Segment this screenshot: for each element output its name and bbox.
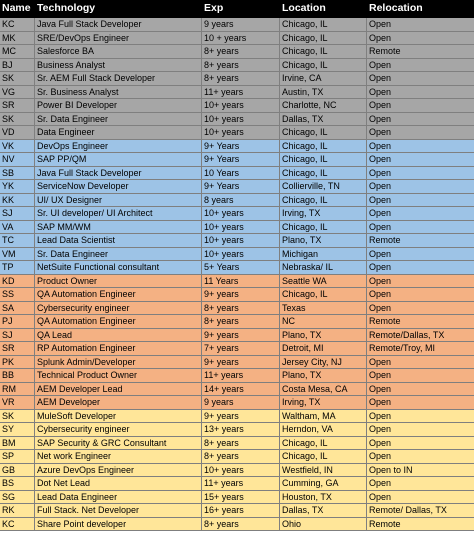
cell-exp: 10+ years: [202, 207, 280, 221]
cell-name: SR: [0, 99, 35, 113]
table-row: [0, 113, 474, 126]
table-row: [0, 261, 474, 275]
table-row: [0, 369, 474, 383]
table-row: [0, 410, 474, 423]
cell-technology: MuleSoft Developer: [35, 410, 202, 423]
cell-relocation: Open: [367, 423, 474, 437]
cell-exp: 10 + years: [202, 32, 280, 45]
table-row: [0, 342, 474, 356]
cell-exp: 13+ years: [202, 423, 280, 437]
table-row: [0, 491, 474, 504]
cell-relocation: Open: [367, 194, 474, 207]
cell-location: NC: [280, 315, 367, 329]
cell-name: SA: [0, 302, 35, 315]
cell-relocation: Remote/Troy, MI: [367, 342, 474, 356]
cell-relocation: Remote: [367, 234, 474, 248]
cell-exp: 11+ years: [202, 369, 280, 383]
cell-relocation: Open: [367, 86, 474, 99]
table-row: [0, 396, 474, 410]
cell-technology: Sr. UI developer/ UI Architect: [35, 207, 202, 221]
cell-location: Costa Mesa, CA: [280, 383, 367, 396]
table-row: [0, 302, 474, 315]
header-location: Location: [280, 0, 367, 18]
cell-relocation: Open: [367, 450, 474, 464]
cell-location: Jersey City, NJ: [280, 356, 367, 369]
cell-name: GB: [0, 464, 35, 477]
cell-name: PJ: [0, 315, 35, 329]
cell-exp: 9+ years: [202, 288, 280, 302]
cell-location: Texas: [280, 302, 367, 315]
cell-relocation: Open: [367, 369, 474, 383]
cell-technology: NetSuite Functional consultant: [35, 261, 202, 275]
table-row: [0, 464, 474, 477]
cell-technology: SRE/DevOps Engineer: [35, 32, 202, 45]
cell-location: Chicago, IL: [280, 437, 367, 450]
cell-relocation: Open: [367, 207, 474, 221]
cell-relocation: Open: [367, 261, 474, 275]
cell-relocation: Open: [367, 18, 474, 32]
table-row: [0, 167, 474, 180]
table-header: [0, 0, 474, 18]
cell-technology: Share Point developer: [35, 518, 202, 531]
cell-technology: SAP PP/QM: [35, 153, 202, 167]
cell-relocation: Remote/Dallas, TX: [367, 329, 474, 342]
cell-name: VG: [0, 86, 35, 99]
cell-exp: 9+ Years: [202, 153, 280, 167]
cell-exp: 8+ years: [202, 437, 280, 450]
table-row: [0, 194, 474, 207]
cell-location: Irving, TX: [280, 207, 367, 221]
cell-location: Detroit, MI: [280, 342, 367, 356]
cell-technology: QA Automation Engineer: [35, 288, 202, 302]
cell-technology: Technical Product Owner: [35, 369, 202, 383]
table-row: [0, 126, 474, 140]
cell-relocation: Open: [367, 383, 474, 396]
cell-technology: Sr. Business Analyst: [35, 86, 202, 99]
table-row: [0, 315, 474, 329]
table-row: [0, 99, 474, 113]
cell-name: MC: [0, 45, 35, 59]
table-row: [0, 275, 474, 288]
cell-relocation: Open: [367, 140, 474, 153]
table-row: [0, 207, 474, 221]
table-row: [0, 59, 474, 72]
cell-name: SB: [0, 167, 35, 180]
cell-technology: Product Owner: [35, 275, 202, 288]
table-row: [0, 86, 474, 99]
cell-relocation: Remote: [367, 45, 474, 59]
cell-relocation: Open: [367, 410, 474, 423]
cell-relocation: Open: [367, 248, 474, 261]
cell-technology: Sr. Data Engineer: [35, 248, 202, 261]
cell-name: VD: [0, 126, 35, 140]
cell-location: Chicago, IL: [280, 450, 367, 464]
cell-technology: Full Stack. Net Developer: [35, 504, 202, 518]
cell-location: Irvine, CA: [280, 72, 367, 86]
cell-relocation: Open: [367, 477, 474, 491]
cell-name: TC: [0, 234, 35, 248]
cell-technology: Splunk Admin/Developer: [35, 356, 202, 369]
cell-location: Irving, TX: [280, 396, 367, 410]
cell-location: Dallas, TX: [280, 504, 367, 518]
cell-location: Houston, TX: [280, 491, 367, 504]
cell-exp: 8+ years: [202, 450, 280, 464]
cell-relocation: Open: [367, 396, 474, 410]
cell-name: SP: [0, 450, 35, 464]
cell-technology: Java Full Stack Developer: [35, 167, 202, 180]
cell-exp: 9+ Years: [202, 180, 280, 194]
cell-name: BS: [0, 477, 35, 491]
cell-exp: 10+ years: [202, 221, 280, 234]
cell-name: YK: [0, 180, 35, 194]
cell-exp: 14+ years: [202, 383, 280, 396]
cell-location: Austin, TX: [280, 86, 367, 99]
cell-location: Ohio: [280, 518, 367, 531]
cell-relocation: Open: [367, 113, 474, 126]
cell-relocation: Open: [367, 72, 474, 86]
cell-location: Seattle WA: [280, 275, 367, 288]
cell-name: KK: [0, 194, 35, 207]
cell-location: Plano, TX: [280, 234, 367, 248]
cell-technology: DevOps Engineer: [35, 140, 202, 153]
cell-location: Chicago, IL: [280, 126, 367, 140]
cell-name: NV: [0, 153, 35, 167]
cell-exp: 11+ years: [202, 86, 280, 99]
header-exp: Exp: [202, 0, 280, 18]
cell-technology: Azure DevOps Engineer: [35, 464, 202, 477]
table-row: [0, 153, 474, 167]
cell-location: Cumming, GA: [280, 477, 367, 491]
cell-exp: 10+ years: [202, 464, 280, 477]
cell-exp: 11 Years: [202, 275, 280, 288]
cell-technology: Cybersecurity engineer: [35, 302, 202, 315]
cell-technology: Cybersecurity engineer: [35, 423, 202, 437]
cell-exp: 15+ years: [202, 491, 280, 504]
cell-name: SR: [0, 342, 35, 356]
cell-technology: UI/ UX Designer: [35, 194, 202, 207]
cell-name: MK: [0, 32, 35, 45]
cell-name: SY: [0, 423, 35, 437]
cell-exp: 8+ years: [202, 518, 280, 531]
cell-location: Collierville, TN: [280, 180, 367, 194]
cell-location: Dallas, TX: [280, 113, 367, 126]
cell-technology: AEM Developer Lead: [35, 383, 202, 396]
cell-exp: 16+ years: [202, 504, 280, 518]
cell-name: SJ: [0, 329, 35, 342]
cell-name: SS: [0, 288, 35, 302]
cell-name: RK: [0, 504, 35, 518]
cell-exp: 10+ years: [202, 248, 280, 261]
cell-exp: 8+ years: [202, 72, 280, 86]
cell-exp: 5+ Years: [202, 261, 280, 275]
cell-exp: 9+ Years: [202, 140, 280, 153]
cell-location: Chicago, IL: [280, 140, 367, 153]
cell-technology: Dot Net Lead: [35, 477, 202, 491]
cell-relocation: Open: [367, 126, 474, 140]
table-row: [0, 383, 474, 396]
cell-location: Herndon, VA: [280, 423, 367, 437]
header-technology: Technology: [35, 0, 202, 18]
cell-name: KC: [0, 18, 35, 32]
cell-name: PK: [0, 356, 35, 369]
table-row: [0, 518, 474, 531]
cell-name: SK: [0, 113, 35, 126]
table-row: [0, 329, 474, 342]
table-row: [0, 32, 474, 45]
cell-name: VA: [0, 221, 35, 234]
cell-technology: Power BI Developer: [35, 99, 202, 113]
cell-exp: 8 years: [202, 194, 280, 207]
cell-exp: 9 years: [202, 396, 280, 410]
cell-relocation: Open: [367, 275, 474, 288]
cell-location: Plano, TX: [280, 369, 367, 383]
cell-technology: Sr. AEM Full Stack Developer: [35, 72, 202, 86]
cell-name: VM: [0, 248, 35, 261]
cell-name: KC: [0, 518, 35, 531]
cell-location: Westfield, IN: [280, 464, 367, 477]
cell-location: Chicago, IL: [280, 167, 367, 180]
table-row: [0, 477, 474, 491]
cell-technology: Sr. Data Engineer: [35, 113, 202, 126]
cell-relocation: Open: [367, 356, 474, 369]
cell-technology: RP Automation Engineer: [35, 342, 202, 356]
cell-exp: 9+ years: [202, 356, 280, 369]
cell-location: Plano, TX: [280, 329, 367, 342]
cell-location: Waltham, MA: [280, 410, 367, 423]
cell-name: SG: [0, 491, 35, 504]
header-name: Name: [0, 0, 35, 18]
cell-technology: ServiceNow Developer: [35, 180, 202, 194]
table-row: [0, 72, 474, 86]
cell-location: Charlotte, NC: [280, 99, 367, 113]
cell-exp: 10+ years: [202, 113, 280, 126]
cell-location: Michigan: [280, 248, 367, 261]
cell-name: VK: [0, 140, 35, 153]
cell-location: Chicago, IL: [280, 59, 367, 72]
table-row: [0, 356, 474, 369]
table-row: [0, 437, 474, 450]
cell-exp: 9 years: [202, 18, 280, 32]
cell-location: Chicago, IL: [280, 194, 367, 207]
cell-technology: SAP Security & GRC Consultant: [35, 437, 202, 450]
cell-exp: 10+ years: [202, 234, 280, 248]
cell-exp: 8+ years: [202, 59, 280, 72]
cell-relocation: Open: [367, 99, 474, 113]
cell-exp: 8+ years: [202, 302, 280, 315]
table-row: [0, 140, 474, 153]
cell-technology: Lead Data Scientist: [35, 234, 202, 248]
cell-relocation: Open: [367, 288, 474, 302]
cell-relocation: Open: [367, 32, 474, 45]
table-row: [0, 180, 474, 194]
cell-relocation: Remote: [367, 315, 474, 329]
cell-name: SK: [0, 410, 35, 423]
cell-exp: 8+ years: [202, 315, 280, 329]
cell-relocation: Open: [367, 59, 474, 72]
table-row: [0, 234, 474, 248]
cell-location: Chicago, IL: [280, 18, 367, 32]
cell-relocation: Open: [367, 302, 474, 315]
table-row: [0, 18, 474, 32]
cell-name: SJ: [0, 207, 35, 221]
header-relocation: Relocation: [367, 0, 474, 18]
table-row: [0, 288, 474, 302]
cell-location: Chicago, IL: [280, 32, 367, 45]
cell-location: Chicago, IL: [280, 153, 367, 167]
cell-exp: 7+ years: [202, 342, 280, 356]
cell-exp: 11+ years: [202, 477, 280, 491]
cell-relocation: Open: [367, 491, 474, 504]
table-row: [0, 45, 474, 59]
cell-name: VR: [0, 396, 35, 410]
cell-relocation: Open: [367, 437, 474, 450]
cell-exp: 10+ years: [202, 99, 280, 113]
cell-technology: Salesforce BA: [35, 45, 202, 59]
cell-technology: Data Engineer: [35, 126, 202, 140]
cell-location: Chicago, IL: [280, 45, 367, 59]
cell-relocation: Open to IN: [367, 464, 474, 477]
cell-name: RM: [0, 383, 35, 396]
cell-name: SK: [0, 72, 35, 86]
cell-name: BB: [0, 369, 35, 383]
cell-location: Nebraska/ IL: [280, 261, 367, 275]
table-row: [0, 504, 474, 518]
table-row: [0, 450, 474, 464]
cell-exp: 10 Years: [202, 167, 280, 180]
cell-location: Chicago, IL: [280, 288, 367, 302]
cell-relocation: Open: [367, 153, 474, 167]
cell-relocation: Remote/ Dallas, TX: [367, 504, 474, 518]
cell-name: BJ: [0, 59, 35, 72]
cell-technology: Java Full Stack Developer: [35, 18, 202, 32]
cell-technology: Lead Data Engineer: [35, 491, 202, 504]
table-row: [0, 221, 474, 234]
cell-technology: SAP MM/WM: [35, 221, 202, 234]
cell-name: KD: [0, 275, 35, 288]
cell-exp: 9+ years: [202, 410, 280, 423]
cell-location: Chicago, IL: [280, 221, 367, 234]
cell-exp: 9+ years: [202, 329, 280, 342]
cell-name: BM: [0, 437, 35, 450]
table-row: [0, 423, 474, 437]
cell-technology: QA Lead: [35, 329, 202, 342]
cell-technology: Net work Engineer: [35, 450, 202, 464]
cell-technology: Business Analyst: [35, 59, 202, 72]
table-row: [0, 248, 474, 261]
cell-relocation: Open: [367, 180, 474, 194]
cell-technology: QA Automation Engineer: [35, 315, 202, 329]
cell-technology: AEM Developer: [35, 396, 202, 410]
cell-relocation: Remote: [367, 518, 474, 531]
cell-relocation: Open: [367, 221, 474, 234]
cell-name: TP: [0, 261, 35, 275]
cell-exp: 10+ years: [202, 126, 280, 140]
cell-exp: 8+ years: [202, 45, 280, 59]
cell-relocation: Open: [367, 167, 474, 180]
